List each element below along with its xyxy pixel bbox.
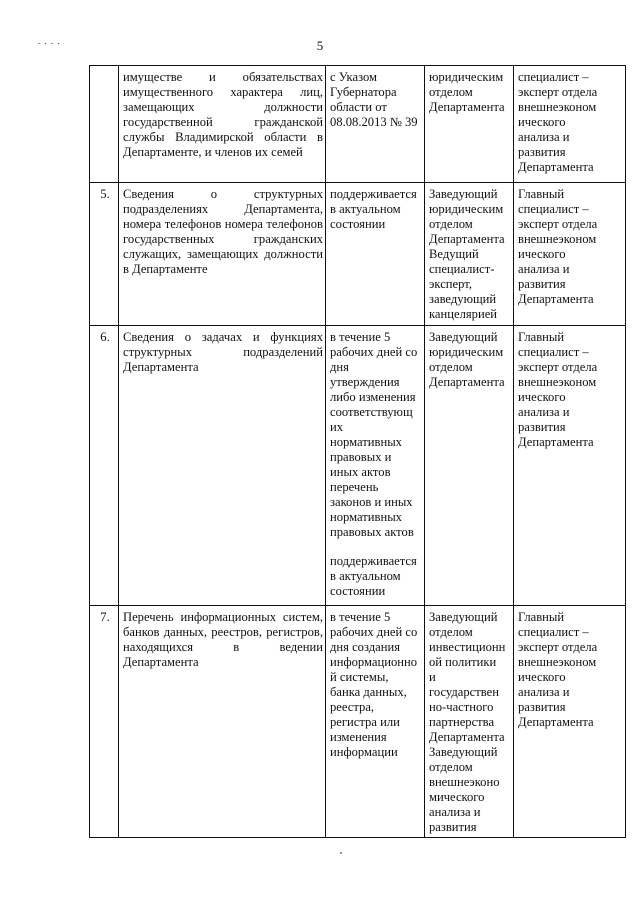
row-number: 6. [90,326,119,606]
table-row [90,326,626,606]
info-name-cell: Сведения о задачах и функциях структурных подразделений Департамента [119,326,326,606]
contact-cell: Главный специалист – эксперт отдела внешнеэконом ического анализа и развития Департамента [514,183,626,326]
row-number: 5. [90,183,119,326]
table-row [90,606,626,838]
responsible-cell: юридическим отделом Департамента [425,66,514,183]
term-cell [326,326,425,606]
info-name-cell: Сведения о структурных подразделениях Департамента, номера телефонов номера телефонов государственных гражданских служащих, замещающих должности в Департаменте [119,183,326,326]
table-row [90,66,626,183]
row-number: 7. [90,606,119,838]
term-text-extra: поддерживается в актуальном состоянии [330,554,417,598]
info-name-cell: имуществе и обязательствах имущественного характера лиц, замещающих должности государственной гражданской службы Владимирской области в Департаменте, и членов их семей [119,66,326,183]
page-number: 5 [316,38,324,53]
term-spacer [330,540,422,554]
term-text: в течение 5 рабочих дней со дня утверждения либо изменения соответствующ их нормативных правовых и иных актов перечень законов и иных нормативных правовых актов [330,330,418,539]
table-row [90,183,626,326]
registry-table [89,65,626,838]
scan-artifact [340,852,342,854]
row-number [90,66,119,183]
responsible-cell: Заведующий юридическим отделом Департамента [425,326,514,606]
scan-marks: . . . . [38,36,61,46]
info-name-cell: Перечень информационных систем, банков данных, реестров, регистров, находящихся в ведении Департамента [119,606,326,838]
responsible-cell: Заведующий юридическим отделом Департамента Ведущий специалист- эксперт, заведующий канцелярией [425,183,514,326]
term-cell: в течение 5 рабочих дней со дня создания информационно й системы, банка данных, реестра, регистра или изменения информации [326,606,425,838]
term-cell: поддерживается в актуальном состоянии [326,183,425,326]
contact-cell: Главный специалист – эксперт отдела внешнеэконом ического анализа и развития Департамента [514,326,626,606]
contact-cell: специалист – эксперт отдела внешнеэконом ического анализа и развития Департамента [514,66,626,183]
contact-cell: Главный специалист – эксперт отдела внешнеэконом ического анализа и развития Департамента [514,606,626,838]
responsible-cell: Заведующий отделом инвестиционн ой политики и государствен но-частного партнерства Департамента Заведующий отделом внешнеэконо мического анализа и развития [425,606,514,838]
term-cell: с Указом Губернатора области от 08.08.2013 № 39 [326,66,425,183]
